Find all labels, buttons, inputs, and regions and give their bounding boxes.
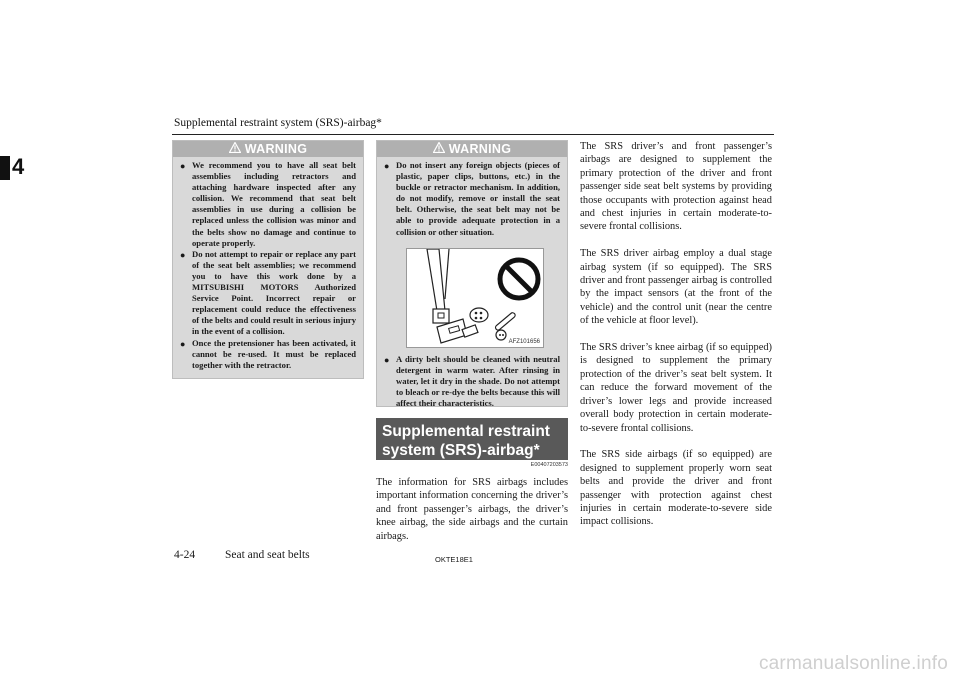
- buckle-figure-svg: [407, 249, 543, 347]
- section-title: Supplemental restraint system (SRS)-airbag*: [376, 418, 568, 460]
- paragraph: The SRS driver airbag employ a dual stage airbag system (if so equipped). The SRS driver and front passenger airbag is controlled by the impact sensors (at the front of the vehicle) and the control unit (near the centre of the vehicle at floor level).: [580, 248, 772, 327]
- warning-item: ● We recommend you to have all seat belt assemblies including retractors and attaching hardware inspected after any collision. We recommend that seat belt assemblies in use during a collision be replaced unless the collision was minor and the belts show no damage and continue to operate properly.: [180, 160, 356, 248]
- watermark: carmanualsonline.info: [758, 653, 948, 674]
- chapter-number: 4: [12, 154, 25, 179]
- warning-list-left: [173, 157, 363, 375]
- warning-item: ● Once the pretensioner has been activated, it cannot be re-used. It must be replaced together with the retractor.: [180, 337, 356, 370]
- warning-header: [377, 141, 567, 157]
- footer-section-name: Seat and seat belts: [225, 549, 310, 561]
- document-code: OKTE18E1: [435, 555, 473, 564]
- bullet-icon: ●: [180, 249, 186, 260]
- warning-label: WARNING: [448, 142, 512, 156]
- warning-triangle-icon: [433, 142, 445, 156]
- warning-item: ● A dirty belt should be cleaned with neutral detergent in warm water. After rinsing in water, let it dry in the shade. Do not attempt to bleach or re-dye the belts because this will affect their characteristics.: [384, 353, 560, 409]
- warning-triangle-icon: [229, 142, 241, 156]
- warning-list-middle: [377, 157, 567, 242]
- paragraph: The SRS driver’s knee airbag (if so equipped) is designed to supplement the primary protection of the driver’s seat belt system. It can reduce the forward movement of the driver’s lower legs and provide increased overall body protection in certain moderate-to-severe frontal collisions.: [580, 342, 772, 434]
- warning-list-middle-2: [377, 354, 567, 413]
- paragraph: The SRS driver’s and front passenger’s airbags are designed to supplement the primary protection of the driver and front passenger side seat belt systems by providing those occupants with protection against head and chest injuries in certain moderate-to-severe frontal collisions.: [580, 141, 772, 233]
- seat-belt-buckle-illustration: [406, 248, 544, 348]
- warning-box-middle: [376, 140, 568, 407]
- intro-paragraph: The information for SRS airbags includes important information concerning the driver’s and front passenger’s airbags, the driver’s knee airbag, the side airbags and the curtain airbags.: [376, 477, 568, 542]
- bullet-icon: ●: [180, 338, 186, 349]
- section-intro: [376, 476, 568, 556]
- section-code: E00407203573: [530, 462, 568, 468]
- bullet-icon: ●: [384, 354, 390, 365]
- paragraph: The SRS side airbags (if so equipped) are designed to supplement properly worn seat belts and provide the driver and front passenger with protection against chest injuries in certain moderate-to-severe side impact collisions.: [580, 449, 772, 528]
- bullet-icon: ●: [384, 161, 390, 171]
- warning-label: WARNING: [244, 142, 308, 156]
- page-number: 4-24: [174, 549, 196, 561]
- bullet-icon: ●: [180, 161, 186, 171]
- warning-box-left: [172, 140, 364, 379]
- header-rule: [172, 134, 774, 135]
- warning-item: ● Do not insert any foreign objects (pieces of plastic, paper clips, buttons, etc.) in the buckle or retractor mechanism. In addition, do not modify, remove or install the seat belt. Otherwise, the seat belt may not be able to provide adequate protection in a collision or other situation.: [384, 160, 560, 237]
- running-head: Supplemental restraint system (SRS)-airbag*: [174, 117, 382, 129]
- warning-item: ● Do not attempt to repair or replace any part of the seat belt assemblies; we recommend you to have this work done by a MITSUBISHI MOTORS Authorized Service Point. Incorrect repair or replacement could reduce the effectiveness of the belts and could result in serious injury in the event of a collision.: [180, 248, 356, 337]
- warning-header: [173, 141, 363, 157]
- chapter-tab: [0, 156, 10, 180]
- figure-code: AFZ101656: [508, 338, 540, 345]
- right-column: [580, 140, 772, 542]
